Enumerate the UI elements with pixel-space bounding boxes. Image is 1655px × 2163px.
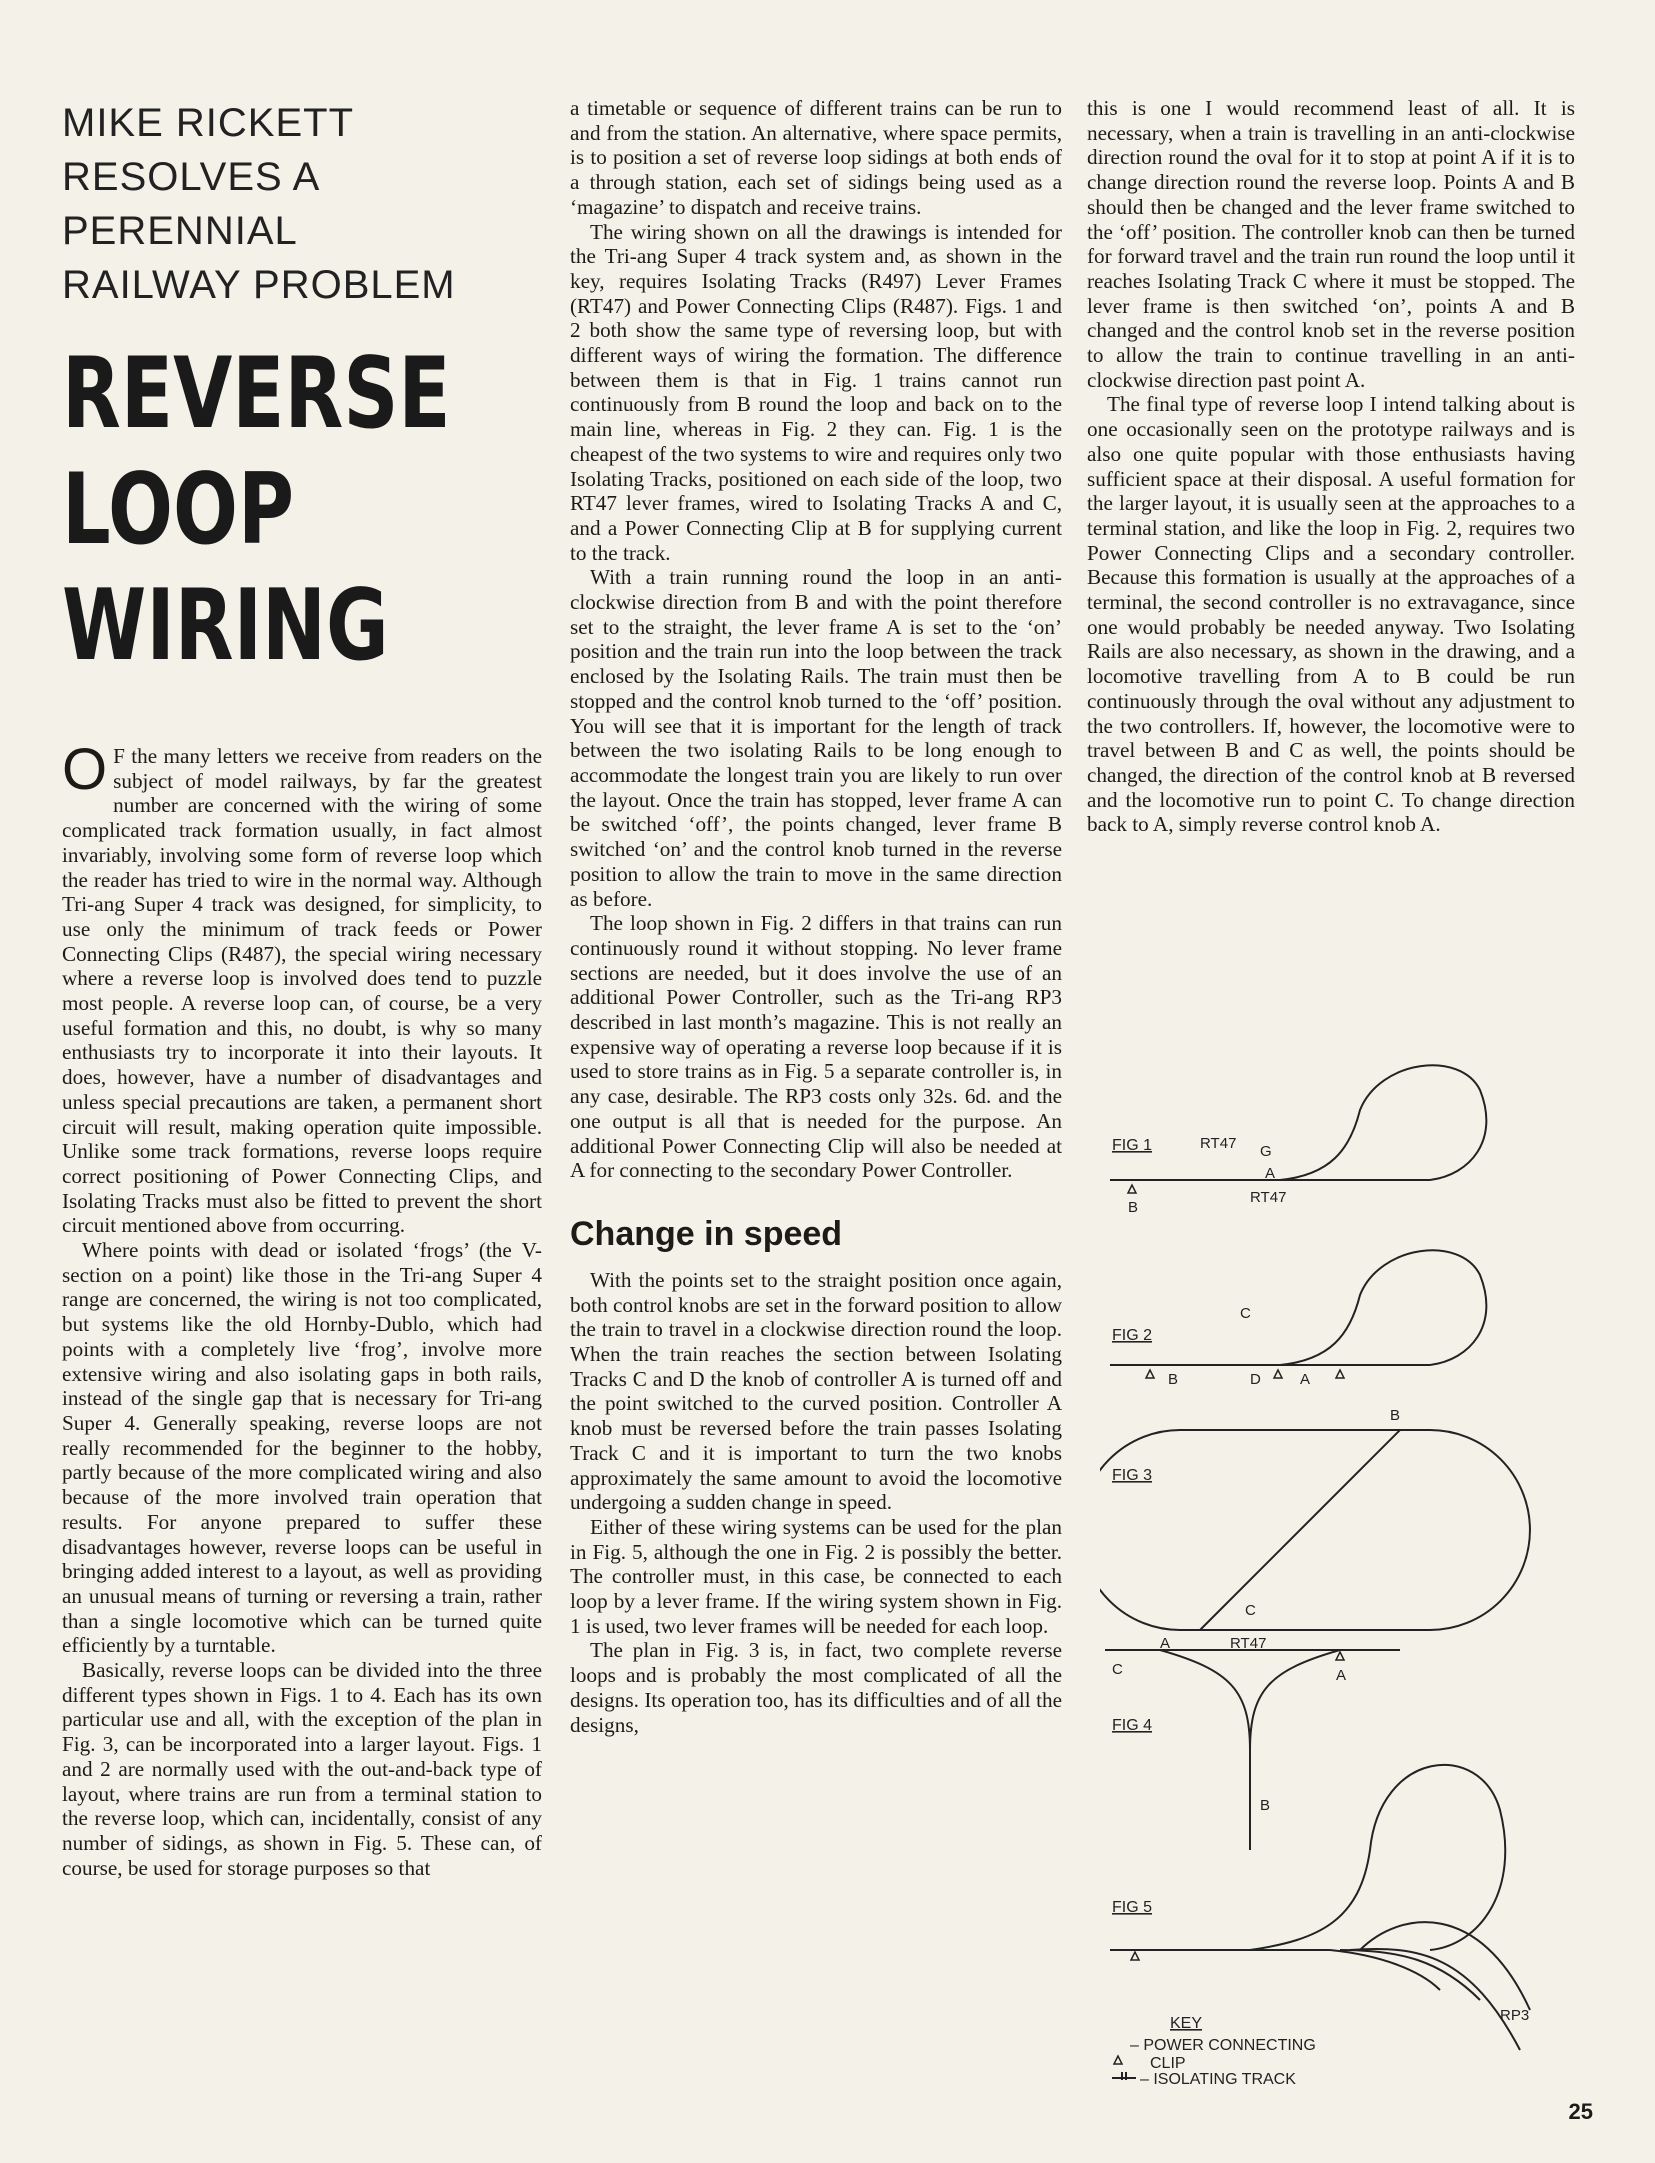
- column-1: [62, 96, 542, 1880]
- fig-3-rt47: RT47: [1230, 1635, 1267, 1652]
- fig-2-b: B: [1168, 1371, 1179, 1388]
- fig-3-c: C: [1245, 1602, 1256, 1619]
- article-paragraph: this is one I would recommend least of all. It is necessary, when a train is travelling in an anti-clockwise direction round the oval for it to stop at point A if it is to change direction round the reverse loop. Points A and B should then be changed and the lever frame switched to the ‘off’ position. The controller knob can then be turned for forward travel and the train run round the loop until it reaches Isolating Track C where it must be stopped. The lever frame is then switched ‘on’, points A and B changed and the control knob set in the reverse position to allow the train to continue travelling in an anti-clockwise direction past point A.: [1087, 96, 1575, 392]
- fig-4-diagram: [1105, 1650, 1400, 1850]
- column-2: [570, 96, 1062, 1737]
- headline-line: WIRING: [62, 569, 389, 683]
- key-title: KEY: [1170, 2015, 1203, 2032]
- fig-1-label: FIG 1: [1112, 1137, 1153, 1154]
- article-paragraph: a timetable or sequence of different trains can be run to and from the station. An alternative, where space permits, is to position a set of reverse loop sidings at both ends of a through station, each set of sidings being used as a ‘magazine’ to dispatch and receive trains.: [570, 96, 1062, 219]
- fig-5-label: FIG 5: [1112, 1899, 1153, 1916]
- fig-1-b: B: [1128, 1199, 1139, 1216]
- article-paragraph: Where points with dead or isolated ‘frogs’ (the V-section on a point) like those in the Tri-ang Super 4 range are concerned, the wiring is not too complicated, but systems like the old Hornby-Dublo, which had points with a completely live ‘frog’, involve more extensive wiring and also isolating gaps in both rails, instead of the single gap that is necessary for Tri-ang Super 4. Generally speaking, reverse loops are not really recommended for the beginner to the hobby, partly because of the more complicated wiring and also because of the more involved train operation that results. For anyone prepared to suffer these disadvantages however, reverse loops can be useful in bringing added interest to a layout, as well as providing an unusual means of turning or reversing a train, rather than a single locomotive which can be turned quite efficiently by a turntable.: [62, 1238, 542, 1658]
- headline: [62, 336, 451, 684]
- fig-4-c: C: [1112, 1661, 1123, 1678]
- subheading: Change in speed: [570, 1214, 843, 1253]
- power-clip-icon: [1274, 1370, 1282, 1378]
- fig-2-d: D: [1250, 1371, 1261, 1388]
- power-clip-icon: [1336, 1370, 1344, 1378]
- power-clip-icon: [1336, 1652, 1344, 1660]
- fig-5-rp3: RP3: [1500, 2007, 1530, 2024]
- article-paragraph: With the points set to the straight position once again, both control knobs are set in the forward position to allow the train to travel in a clockwise direction round the loop. When the train reaches the section between Isolating Tracks C and D the knob of controller A is turned off and the point switched to the curved position. Controller A knob must be reversed before the train passes Isolating Track C and it is important to turn the two knobs approximately the same amount to avoid the locomotive undergoing a sudden change in speed.: [570, 1267, 1062, 1515]
- article-paragraph: The plan in Fig. 3 is, in fact, two complete reverse loops and is probably the most complicated of all the designs. Its operation too, has its difficulties and of all the designs,: [570, 1638, 1062, 1737]
- fig-2-c: C: [1240, 1305, 1251, 1322]
- key-clip: CLIP: [1150, 2055, 1186, 2072]
- drop-cap: O: [62, 737, 108, 802]
- byline-line: RAILWAY PROBLEM: [62, 263, 456, 307]
- fig-2-diagram: [1110, 1250, 1486, 1365]
- article-paragraph: The final type of reverse loop I intend talking about is one occasionally seen on the prototype railways and is also one quite popular with those enthusiasts having sufficient space at their disposal. A useful formation for the larger layout, it is usually seen at the approaches to a terminal station, and like the loop in Fig. 2, requires two Power Connecting Clips and a secondary controller. Because this formation is usually at the approaches of a terminal, the second controller is no extravagance, since one would probably be needed anyway. Two Isolating Rails are also necessary, as shown in the drawing, and a locomotive travelling from A to B could be run continuously through the oval without any adjustment to the two controllers. If, however, the locomotive were to travel between B and C as well, the points should be changed, the direction of the control knob at B reversed and the locomotive run to point C. To change direction back to A, simply reverse control knob A.: [1087, 392, 1575, 837]
- fig-1-diagram: [1110, 1065, 1486, 1180]
- article-paragraph: Either of these wiring systems can be used for the plan in Fig. 5, although the one in Fig. 2 is possibly the better. The controller must, in this case, be connected to each loop by a lever frame. If the wiring system shown in Fig. 1 is used, two lever frames will be needed for each loop.: [570, 1514, 1062, 1638]
- power-clip-icon: [1131, 1952, 1139, 1960]
- article-paragraph: The loop shown in Fig. 2 differs in that trains can run continuously round it without stopping. No lever frame sections are needed, but it does involve the use of an additional Power Controller, such as the Tri-ang RP3 described in last month’s magazine. This is not really an expensive way of operating a reverse loop because if it is used to store trains as in Fig. 5 a separate controller is, in any case, desirable. The RP3 costs only 32s. 6d. and the one output is all that is needed for the purpose. An additional Power Connecting Clip will also be needed at A for connecting to the secondary Power Controller.: [570, 911, 1062, 1183]
- fig-3-label: FIG 3: [1112, 1467, 1153, 1484]
- fig-4-b: B: [1260, 1797, 1271, 1814]
- track-diagrams: [1100, 1050, 1580, 2090]
- byline-line: MIKE RICKETT: [62, 101, 355, 145]
- article-paragraph: Basically, reverse loops can be divided into the three different types shown in Figs. 1 to 4. Each has its own particular use and all, with the exception of the plan in Fig. 3, can be incorporated into a larger layout. Figs. 1 and 2 are normally used with the out-and-back type of layout, where trains are run from a terminal station to the reverse loop, which can, incidentally, consist of any number of sidings, as shown in Fig. 5. These can, of course, be used for storage purposes so that: [62, 1658, 542, 1880]
- fig-5-diagram: [1110, 1765, 1530, 2050]
- headline-line: LOOP: [62, 453, 294, 567]
- paragraph-text: F the many letters we receive from readers on the subject of model railways, by far the greatest number are concerned with the wiring of some complicated track formation usually, in fact almost invariably, involving some form of reverse loop which the reader has tried to wire in the normal way. Although Tri-ang Super 4 track was designed, for simplicity, to use only the minimum of track feeds or Power Connecting Clips (R487), the special wiring necessary where a reverse loop is involved does tend to puzzle most people. A reverse loop can, of course, be a very useful formation and this, no doubt, is why so many enthusiasts try to incorporate it into their layouts. It does, however, have a number of disadvantages and unless special precautions are taken, a permanent short circuit will result, making operation quite impossible. Unlike some track formations, reverse loops require correct positioning of Power Connecting Clips, and Isolating Tracks must also be fitted to prevent the short circuit mentioned above from occurring.: [62, 744, 542, 1238]
- byline: [62, 96, 542, 312]
- fig-1-g: G: [1260, 1143, 1272, 1160]
- article-paragraph: With a train running round the loop in an anti-clockwise direction from B and with the point therefore set to the straight, the lever frame A is set to the ‘on’ position and the train run into the loop between the track enclosed by the Isolating Rails. The train must then be stopped and the control knob turned to the ‘off’ position. You will see that it is important for the length of track between the two isolating Rails to be long enough to accommodate the longest train you are likely to run over the layout. Once the train has stopped, lever frame A can be switched ‘off’, the points changed, lever frame B switched ‘on’ and the control knob turned in the reverse position to allow the train to move in the same direction as before.: [570, 565, 1062, 911]
- fig-1-rt47: RT47: [1200, 1135, 1237, 1152]
- column-3: [1087, 96, 1575, 837]
- power-clip-icon: [1114, 2056, 1122, 2064]
- byline-line: RESOLVES A: [62, 155, 321, 199]
- fig-4-label: FIG 4: [1112, 1717, 1153, 1734]
- fig-3-b: B: [1390, 1407, 1401, 1424]
- fig-1-rt47-2: RT47: [1250, 1189, 1287, 1206]
- article-paragraph: The wiring shown on all the drawings is intended for the Tri-ang Super 4 track system and, as shown in the key, requires Isolating Tracks (R497) Lever Frames (RT47) and Power Connecting Clips (R487). Figs. 1 and 2 both show the same type of reversing loop, but with different ways of wiring the formation. The difference between them is that in Fig. 1 trains cannot run continuously from B round the loop and back on to the main line, whereas in Fig. 2 they can. Fig. 1 is the cheapest of the two systems to wire and requires only two Isolating Tracks, positioned on each side of the loop, two RT47 lever frames, wired to Isolating Tracks A and C, and a Power Connecting Clip at B for supplying current to the track.: [570, 219, 1062, 565]
- fig-4-a: A: [1336, 1667, 1347, 1684]
- power-clip-icon: [1128, 1185, 1136, 1193]
- power-clip-icon: [1146, 1370, 1154, 1378]
- fig-1-a: A: [1265, 1165, 1276, 1182]
- page-number: 25: [1568, 2099, 1593, 2124]
- fig-3-a: A: [1160, 1635, 1171, 1652]
- fig-3-diagram: [1100, 1430, 1530, 1630]
- key-power: – POWER CONNECTING: [1130, 2037, 1316, 2054]
- fig-2-a: A: [1300, 1371, 1311, 1388]
- headline-line: REVERSE: [62, 337, 451, 451]
- track-diagrams-svg: [1100, 1050, 1580, 2090]
- article-paragraph: [62, 737, 542, 1238]
- fig-2-label: FIG 2: [1112, 1327, 1153, 1344]
- key-isolating: – ISOLATING TRACK: [1140, 2071, 1296, 2088]
- byline-line: PERENNIAL: [62, 209, 298, 253]
